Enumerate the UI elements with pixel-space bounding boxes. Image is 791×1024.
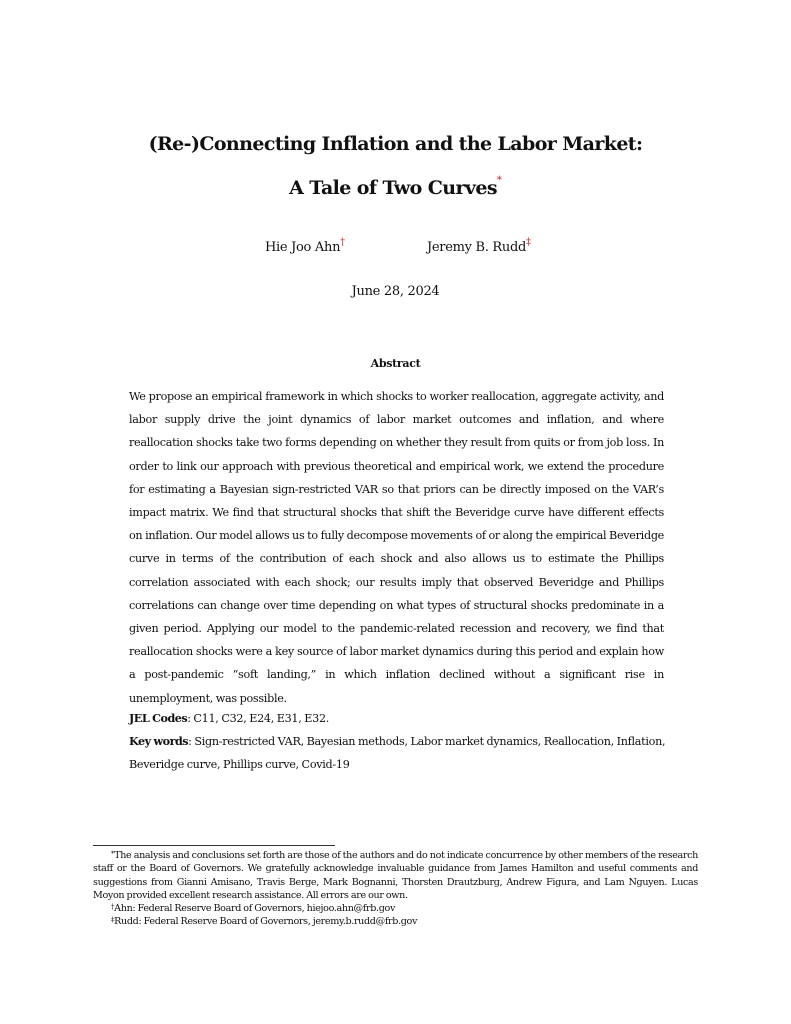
- jel-codes-value: : C11, C32, E24, E31, E32.: [187, 712, 330, 725]
- author-footnote-mark[interactable]: †: [340, 237, 346, 248]
- footnote-text: Rudd: Federal Reserve Board of Governors, jeremy.b.rudd@frb.gov: [114, 916, 418, 928]
- footnote-mark: *: [111, 850, 115, 858]
- paper-title-line-1: [0, 135, 791, 154]
- footnote-mark: †: [111, 903, 115, 912]
- abstract-text: We propose an empirical framework in which shocks to worker reallocation, aggregate activity, and labor supply drive the joint dynamics of labor market outcomes and inflation, and where reallocation shocks take two forms depending on whether they result from quits or from job loss. In order to link our approach with previous theoretical and empirical work, we extend the procedure for estimating a Bayesian sign-restricted VAR so that priors can be directly imposed on the VAR’s impact matrix. We find that structural shocks that shift the Beveridge curve have different effects on inflation. Our model allows us to fully decompose movements of or along the empirical Beveridge curve in terms of the contribution of each shock and also allows us to estimate the Phillips correlation associated with each shock; our results imply that observed Beveridge and Phillips correlations can change over time depending on what types of structural shocks predominate in a given period. Applying our model to the pandemic-related recession and recovery, we find that reallocation shocks were a key source of labor market dynamics during this period and explain how a post-pandemic “soft landing,” in which inflation declined without a significant rise in unemployment, was possible.: [129, 390, 664, 705]
- title-footnote-mark[interactable]: *: [496, 175, 502, 186]
- keywords: [129, 730, 669, 776]
- footnote-mark: ‡: [111, 916, 115, 925]
- author-name: Hie Joo Ahn: [265, 240, 341, 255]
- footnote-text: The analysis and conclusions set forth are those of the authors and do not indicate concurrence by other members of the research staff or the Board of Governors. We gratefully acknowledge invaluable guidance from James Hamilton and useful comments and suggestions from Gianni Amisano, Travis Berge, Mark Bognanni, Thorsten Drautzburg, Andrew Figura, and Lam Nguyen. Lucas Moyon provided excellent research assistance. All errors are our own.: [93, 850, 698, 901]
- footnote-ahn: [93, 902, 698, 915]
- paper-title-line-2: [0, 175, 791, 199]
- abstract-heading: Abstract: [370, 357, 421, 370]
- footnote-text: Ahn: Federal Reserve Board of Governors, hiejoo.ahn@frb.gov: [114, 903, 396, 915]
- author-ahn: [265, 237, 346, 255]
- title-text-line-2: A Tale of Two Curves: [289, 177, 497, 199]
- author-footnote-mark[interactable]: ‡: [526, 237, 532, 248]
- keywords-label: Key words: [129, 734, 189, 748]
- author-name: Jeremy B. Rudd: [427, 240, 527, 255]
- footnote-acknowledgements: [93, 849, 698, 902]
- jel-codes: [129, 707, 669, 730]
- keywords-value: : Sign-restricted VAR, Bayesian methods, Labor market dynamics, Reallocation, Inflation, Beveridge curve, Phillips curve, Covid-19: [129, 735, 666, 772]
- footnote-rudd: [93, 915, 698, 928]
- jel-codes-label: JEL Codes: [129, 711, 188, 725]
- footnotes: [93, 849, 698, 929]
- footnote-divider: [93, 845, 335, 846]
- title-text-line-1: (Re-)Connecting Inflation and the Labor Market:: [148, 133, 643, 155]
- author-rudd: [427, 237, 532, 255]
- paper-date: June 28, 2024: [351, 284, 440, 299]
